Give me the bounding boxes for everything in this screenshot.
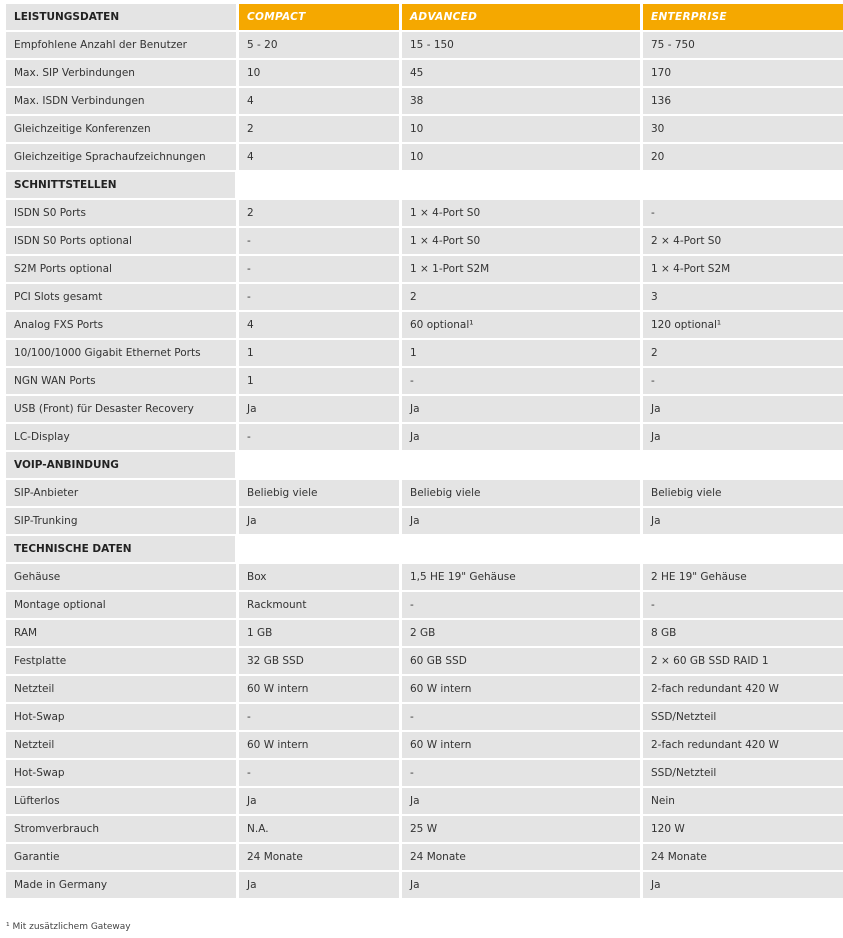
compact-value: 4 [239, 312, 399, 338]
enterprise-value: - [643, 200, 843, 226]
table-row [6, 60, 843, 86]
row-label: Garantie [6, 844, 236, 870]
row-label: ISDN S0 Ports [6, 200, 236, 226]
compact-value: 1 [239, 368, 399, 394]
section-spacer [238, 536, 843, 562]
enterprise-value: 24 Monate [643, 844, 843, 870]
table-row [6, 564, 843, 590]
row-label: Gleichzeitige Konferenzen [6, 116, 236, 142]
advanced-value: 2 [402, 284, 640, 310]
enterprise-value: - [643, 592, 843, 618]
compact-value: Ja [239, 396, 399, 422]
compact-value: - [239, 704, 399, 730]
advanced-value: 24 Monate [402, 844, 640, 870]
footnote: ¹ Mit zusätzlichem Gateway [6, 922, 131, 932]
advanced-value: - [402, 368, 640, 394]
enterprise-value: 75 - 750 [643, 32, 843, 58]
compact-value: Ja [239, 872, 399, 898]
row-label: Gehäuse [6, 564, 236, 590]
compact-value: Ja [239, 788, 399, 814]
enterprise-value: 30 [643, 116, 843, 142]
advanced-value: 60 W intern [402, 732, 640, 758]
compact-value: 2 [239, 116, 399, 142]
row-label: RAM [6, 620, 236, 646]
row-label: USB (Front) für Desaster Recovery [6, 396, 236, 422]
row-label: Netzteil [6, 732, 236, 758]
compact-value: 4 [239, 88, 399, 114]
section-spacer [238, 172, 843, 198]
table-row [6, 144, 843, 170]
header-label: LEISTUNGSDATEN [6, 4, 236, 30]
header-enterprise: ENTERPRISE [643, 4, 843, 30]
table-row [6, 424, 843, 450]
advanced-value: 10 [402, 144, 640, 170]
advanced-value: Ja [402, 508, 640, 534]
table-row [6, 676, 843, 702]
advanced-value: Beliebig viele [402, 480, 640, 506]
enterprise-value: 2 × 4-Port S0 [643, 228, 843, 254]
advanced-value: - [402, 592, 640, 618]
header-advanced: ADVANCED [402, 4, 640, 30]
table-row [6, 844, 843, 870]
compact-value: 60 W intern [239, 676, 399, 702]
advanced-value: 25 W [402, 816, 640, 842]
enterprise-value: SSD/Netzteil [643, 704, 843, 730]
row-label: Max. ISDN Verbindungen [6, 88, 236, 114]
section-header [6, 536, 843, 562]
row-label: NGN WAN Ports [6, 368, 236, 394]
row-label: PCI Slots gesamt [6, 284, 236, 310]
advanced-value: 1 × 4-Port S0 [402, 200, 640, 226]
advanced-value: Ja [402, 396, 640, 422]
enterprise-value: 8 GB [643, 620, 843, 646]
advanced-value: - [402, 704, 640, 730]
enterprise-value: SSD/Netzteil [643, 760, 843, 786]
table-row [6, 32, 843, 58]
compact-value: 32 GB SSD [239, 648, 399, 674]
compact-value: N.A. [239, 816, 399, 842]
table-row [6, 396, 843, 422]
compact-value: Ja [239, 508, 399, 534]
compact-value: Beliebig viele [239, 480, 399, 506]
advanced-value: 2 GB [402, 620, 640, 646]
advanced-value: 60 W intern [402, 676, 640, 702]
row-label: SIP-Trunking [6, 508, 236, 534]
enterprise-value: Nein [643, 788, 843, 814]
advanced-value: 1 × 4-Port S0 [402, 228, 640, 254]
table-row [6, 592, 843, 618]
compact-value: - [239, 424, 399, 450]
enterprise-value: 2 [643, 340, 843, 366]
table-header [6, 4, 843, 30]
compact-value: 4 [239, 144, 399, 170]
enterprise-value: Beliebig viele [643, 480, 843, 506]
table-body [6, 32, 843, 898]
enterprise-value: 120 optional¹ [643, 312, 843, 338]
enterprise-value: 1 × 4-Port S2M [643, 256, 843, 282]
row-label: Stromverbrauch [6, 816, 236, 842]
table-row [6, 704, 843, 730]
row-label: SIP-Anbieter [6, 480, 236, 506]
row-label: LC-Display [6, 424, 236, 450]
row-label: Hot-Swap [6, 760, 236, 786]
enterprise-value: 170 [643, 60, 843, 86]
table-row [6, 200, 843, 226]
compact-value: 1 [239, 340, 399, 366]
compact-value: 2 [239, 200, 399, 226]
row-label: Max. SIP Verbindungen [6, 60, 236, 86]
advanced-value: Ja [402, 788, 640, 814]
enterprise-value: 2 HE 19" Gehäuse [643, 564, 843, 590]
enterprise-value: - [643, 368, 843, 394]
section-title: SCHNITTSTELLEN [6, 172, 235, 198]
table-row [6, 284, 843, 310]
compact-value: - [239, 284, 399, 310]
compact-value: 1 GB [239, 620, 399, 646]
table-row [6, 620, 843, 646]
table-row [6, 816, 843, 842]
row-label: Festplatte [6, 648, 236, 674]
section-title: VOIP-ANBINDUNG [6, 452, 235, 478]
enterprise-value: Ja [643, 872, 843, 898]
table-row [6, 312, 843, 338]
compact-value: - [239, 256, 399, 282]
row-label: Netzteil [6, 676, 236, 702]
section-header [6, 172, 843, 198]
enterprise-value: 120 W [643, 816, 843, 842]
row-label: Analog FXS Ports [6, 312, 236, 338]
enterprise-value: Ja [643, 508, 843, 534]
enterprise-value: Ja [643, 424, 843, 450]
row-label: ISDN S0 Ports optional [6, 228, 236, 254]
enterprise-value: 2-fach redundant 420 W [643, 676, 843, 702]
table-row [6, 116, 843, 142]
table-row [6, 508, 843, 534]
section-title: TECHNISCHE DATEN [6, 536, 235, 562]
row-label: Hot-Swap [6, 704, 236, 730]
header-compact: COMPACT [239, 4, 399, 30]
table-row [6, 648, 843, 674]
enterprise-value: 20 [643, 144, 843, 170]
table-row [6, 340, 843, 366]
advanced-value: 1 × 1-Port S2M [402, 256, 640, 282]
table-row [6, 256, 843, 282]
table-row [6, 228, 843, 254]
table-row [6, 368, 843, 394]
advanced-value: 45 [402, 60, 640, 86]
table-row [6, 788, 843, 814]
table-row [6, 872, 843, 898]
spec-table [6, 4, 843, 900]
row-label: S2M Ports optional [6, 256, 236, 282]
advanced-value: 10 [402, 116, 640, 142]
table-row [6, 732, 843, 758]
compact-value: 10 [239, 60, 399, 86]
compact-value: 24 Monate [239, 844, 399, 870]
advanced-value: 15 - 150 [402, 32, 640, 58]
compact-value: 60 W intern [239, 732, 399, 758]
compact-value: - [239, 760, 399, 786]
row-label: Gleichzeitige Sprachaufzeichnungen [6, 144, 236, 170]
compact-value: 5 - 20 [239, 32, 399, 58]
advanced-value: 1,5 HE 19" Gehäuse [402, 564, 640, 590]
enterprise-value: 2 × 60 GB SSD RAID 1 [643, 648, 843, 674]
section-header [6, 452, 843, 478]
compact-value: - [239, 228, 399, 254]
advanced-value: 38 [402, 88, 640, 114]
row-label: Montage optional [6, 592, 236, 618]
enterprise-value: 3 [643, 284, 843, 310]
section-spacer [238, 452, 843, 478]
compact-value: Rackmount [239, 592, 399, 618]
advanced-value: 60 GB SSD [402, 648, 640, 674]
advanced-value: 1 [402, 340, 640, 366]
advanced-value: Ja [402, 424, 640, 450]
enterprise-value: Ja [643, 396, 843, 422]
table-row [6, 88, 843, 114]
advanced-value: 60 optional¹ [402, 312, 640, 338]
enterprise-value: 136 [643, 88, 843, 114]
enterprise-value: 2-fach redundant 420 W [643, 732, 843, 758]
compact-value: Box [239, 564, 399, 590]
advanced-value: - [402, 760, 640, 786]
row-label: Made in Germany [6, 872, 236, 898]
advanced-value: Ja [402, 872, 640, 898]
row-label: Lüfterlos [6, 788, 236, 814]
table-row [6, 760, 843, 786]
row-label: 10/100/1000 Gigabit Ethernet Ports [6, 340, 236, 366]
row-label: Empfohlene Anzahl der Benutzer [6, 32, 236, 58]
table-row [6, 480, 843, 506]
